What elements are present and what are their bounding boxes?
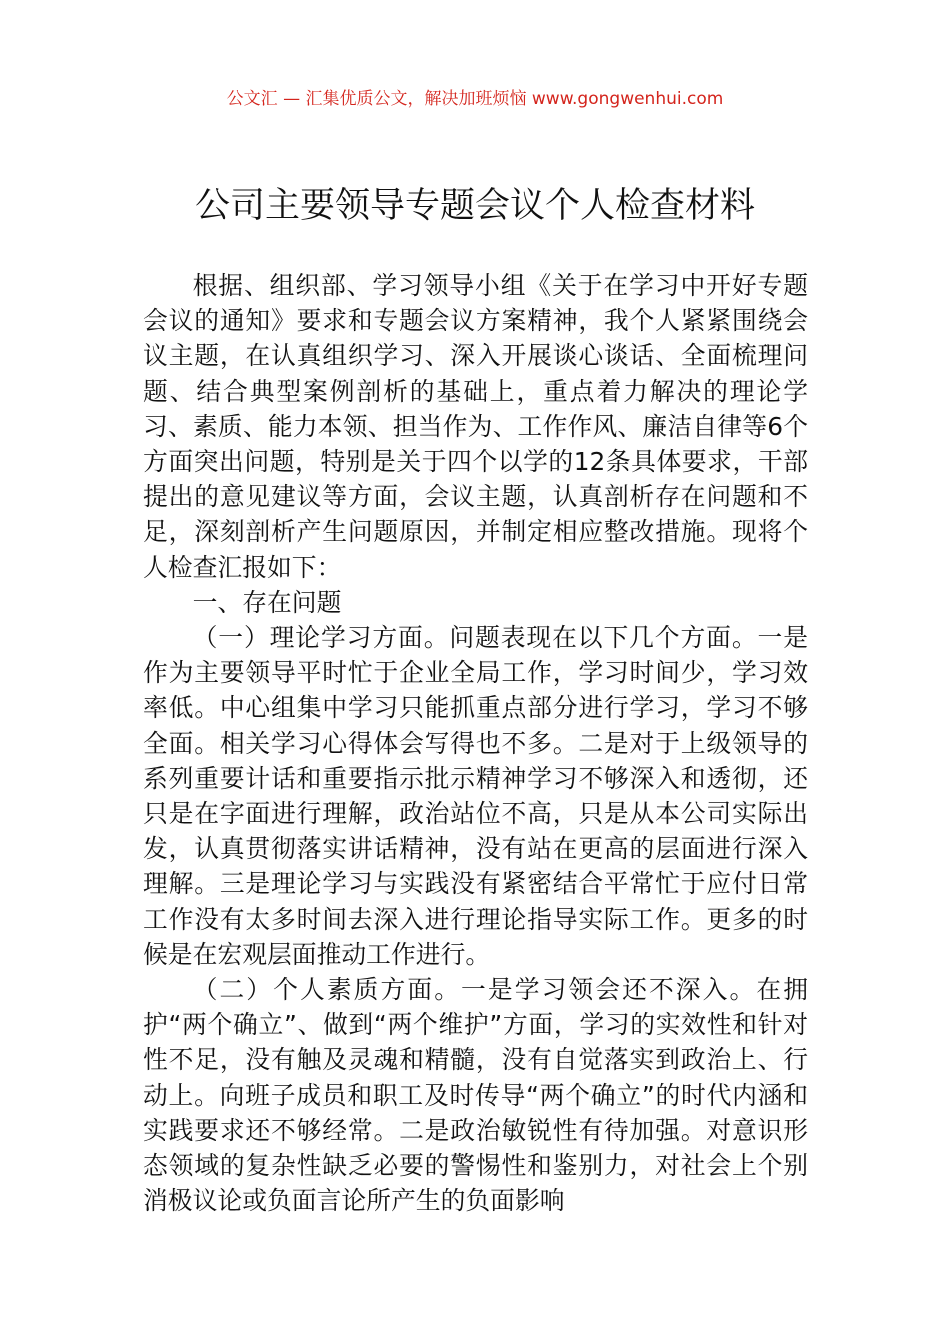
paragraph-personal-quality: （二）个人素质方面。一是学习领会还不深入。在拥护“两个确立”、做到“两个维护”方面，学习的实效性和针对性不足，没有触及灵魂和精髓，没有自觉落实到政治上、行动上。向班子成员和职工及时传导“两个确立”的时代内涵和实践要求还不够经常。二是政治敏锐性有待加强。对意识形态领域的复杂性缺乏必要的警惕性和鉴别力，对社会上个别消极议论或负面言论所产生的负面影响: [143, 975, 808, 1216]
paragraph-intro: 根据、组织部、学习领导小组《关于在学习中开好专题会议的通知》要求和专题会议方案精神，我个人紧紧围绕会议主题，在认真组织学习、深入开展谈心谈话、全面梳理问题、结合典型案例剖析的基础上，重点着力解决的理论学习、素质、能力本领、担当作为、工作作风、廉洁自律等6个方面突出问题，特别是关于四个以学的12条具体要求，干部提出的意见建议等方面，会议主题，认真剖析存在问题和不足，深刻剖析产生问题原因，并制定相应整改措施。现将个人检查汇报如下：: [143, 271, 808, 582]
document-body: [143, 268, 808, 1218]
document-title: 公司主要领导专题会议个人检查材料: [194, 186, 755, 226]
section-heading-problems: 一、存在问题: [192, 587, 342, 617]
paragraph-theory-study: （一）理论学习方面。问题表现在以下几个方面。一是作为主要领导平时忙于企业全局工作，学习时间少，学习效率低。中心组集中学习只能抓重点部分进行学习，学习不够全面。相关学习心得体会写得也不多。二是对于上级领导的系列重要计话和重要指示批示精神学习不够深入和透彻，还只是在字面进行理解，政治站位不高，只是从本公司实际出发，认真贯彻落实讲话精神，没有站在更高的层面进行深入理解。三是理论学习与实践没有紧密结合平常忙于应付日常工作没有太多时间去深入进行理论指导实际工作。更多的时候是在宏观层面推动工作进行。: [143, 623, 808, 969]
watermark-header: 公文汇 — 汇集优质公文，解决加班烦恼 www.gongwenhui.com: [226, 89, 724, 109]
